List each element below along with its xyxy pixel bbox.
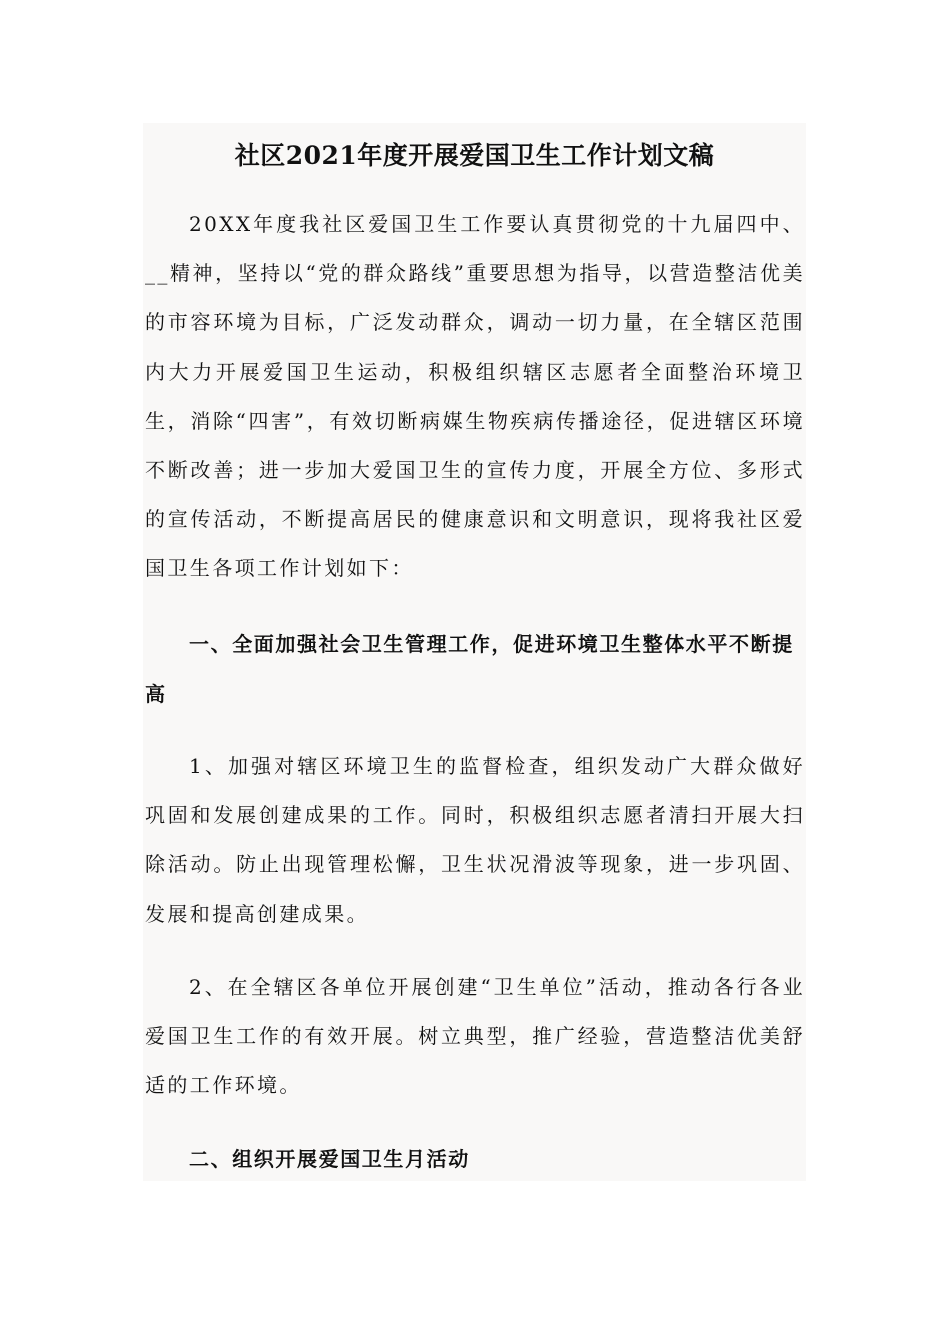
intro-paragraph: 20XX年度我社区爱国卫生工作要认真贯彻党的十九届四中、__精神，坚持以“党的群众路线”重要思想为指导，以营造整洁优美的市容环境为目标，广泛发动群众，调动一切力量，在全辖区范围内大力开展爱国卫生运动，积极组织辖区志愿者全面整治环境卫生，消除“四害”，有效切断病媒生物疾病传播途径，促进辖区环境不断改善；进一步加大爱国卫生的宣传力度，开展全方位、多形式的宣传活动，不断提高居民的健康意识和文明意识，现将我社区爱国卫生各项工作计划如下：	[145, 212, 805, 581]
section-two-heading: 二、组织开展爱国卫生月活动	[189, 1147, 470, 1171]
item-one-paragraph: 1、加强对辖区环境卫生的监督检查，组织发动广大群众做好巩固和发展创建成果的工作。同时，积极组织志愿者清扫开展大扫除活动。防止出现管理松懈，卫生状况滑波等现象，进一步巩固、发展和提高创建成果。	[145, 754, 805, 926]
section-one-heading: 一、全面加强社会卫生管理工作，促进环境卫生整体水平不断提高	[145, 632, 794, 706]
document-body	[143, 123, 806, 1181]
item-two-paragraph: 2、在全辖区各单位开展创建“卫生单位”活动，推动各行各业爱国卫生工作的有效开展。树立典型，推广经验，营造整洁优美舒适的工作环境。	[145, 975, 805, 1098]
document-title: 社区2021年度开展爱国卫生工作计划文稿	[234, 141, 715, 170]
